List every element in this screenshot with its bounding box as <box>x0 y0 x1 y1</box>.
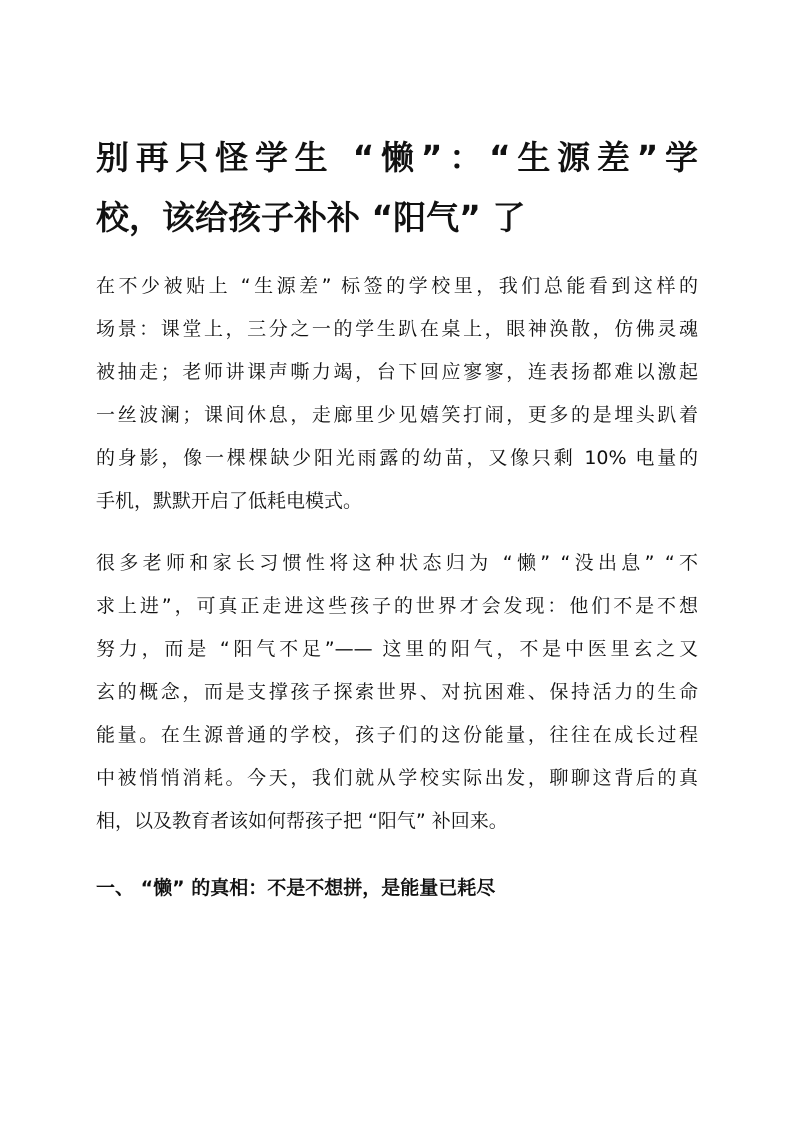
text-line: 相，以及教育者该如何帮孩子把 “阳气” 补回来。 <box>96 810 508 832</box>
text-line: 能量。在生源普通的学校，孩子们的这份能量，往往在成长过程 <box>96 724 698 746</box>
section-heading: 一、 “懒” 的真相：不是不想拼，是能量已耗尽 <box>96 877 496 899</box>
text-line: 被抽走；老师讲课声嘶力竭，台下回应寥寥，连表扬都难以激起 <box>96 361 698 383</box>
text-line: 努力，而是 “阳气不足”—— 这里的阳气，不是中医里玄之又 <box>96 638 698 660</box>
text-line: 手机，默默开启了低耗电模式。 <box>96 490 363 512</box>
document-page <box>96 128 698 910</box>
text-line: 很多老师和家长习惯性将这种状态归为 “懒” “没出息” “不 <box>96 552 698 574</box>
paragraph-intro <box>96 265 698 523</box>
text-line: 的身影，像一棵棵缺少阳光雨露的幼苗，又像只剩 10% 电量的 <box>96 447 698 469</box>
document-title <box>96 128 698 248</box>
text-line: 在不少被贴上 “生源差” 标签的学校里，我们总能看到这样的 <box>96 275 698 297</box>
text-line: 求上进”，可真正走进这些孩子的世界才会发现：他们不是不想 <box>96 595 698 617</box>
text-line: 场景：课堂上，三分之一的学生趴在桌上，眼神涣散，仿佛灵魂 <box>96 318 698 340</box>
text-line: 一丝波澜；课间休息，走廊里少见嬉笑打闹，更多的是埋头趴着 <box>96 404 698 426</box>
paragraph-second <box>96 542 698 843</box>
title-line: 校，该给孩子补补 “阳气” 了 <box>96 198 526 237</box>
text-line: 玄的概念，而是支撑孩子探索世界、对抗困难、保持活力的生命 <box>96 681 698 703</box>
text-line: 中被悄悄消耗。今天，我们就从学校实际出发，聊聊这背后的真 <box>96 767 698 789</box>
title-line: 别再只怪学生 “懒”：“生源差”学 <box>96 138 698 177</box>
